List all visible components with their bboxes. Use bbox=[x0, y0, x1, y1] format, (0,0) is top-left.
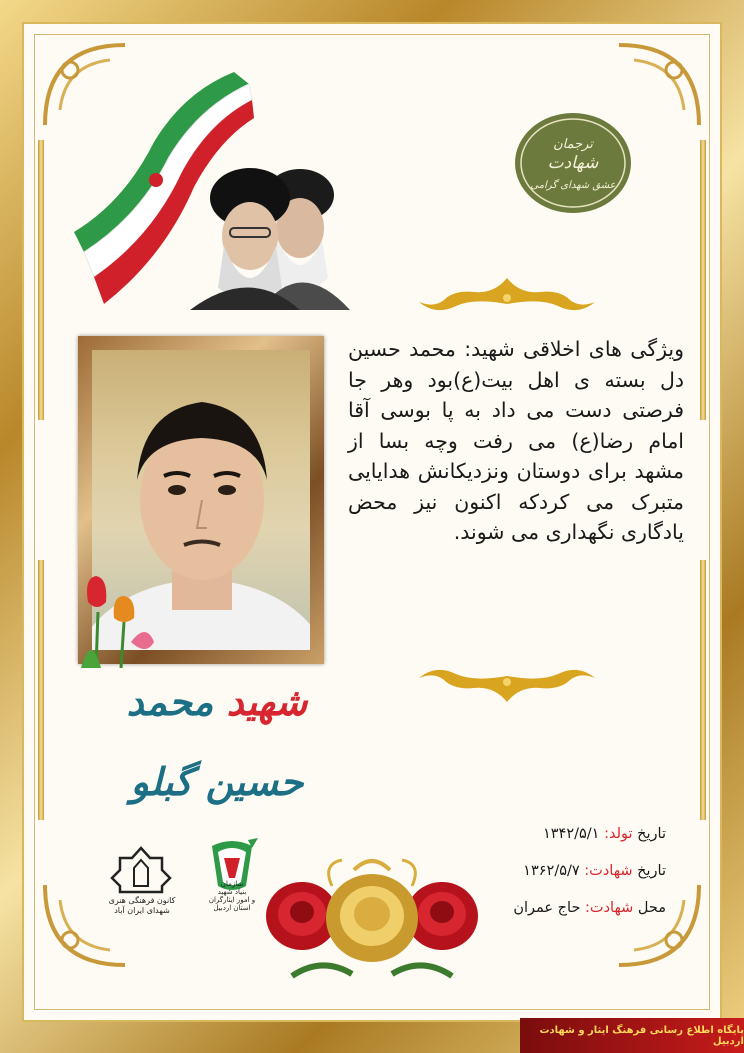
martyr-full-name: محمد حسین گبلو bbox=[126, 679, 304, 804]
ornament-divider-icon bbox=[414, 272, 600, 316]
place-label-a: محل bbox=[637, 900, 666, 916]
cultural-center-logo-icon bbox=[110, 846, 172, 894]
martyr-biography-text: ویژگی های اخلاقی شهید: محمد حسین دل بسته ی اهل بیت(ع)بود وهر جا فرصتی دست می داد به پا بوسی آقا امام رضا(ع) می رفت وچه بسا از مشهد برای دوستان ونزدیکانش هدایایی متبرک می کردکه اکنون نیز محض یادگاری نگهداری می شوند. bbox=[348, 337, 684, 544]
right-ornament-bar bbox=[700, 140, 706, 420]
birth-date-row bbox=[420, 826, 666, 842]
ornament-divider-icon bbox=[414, 664, 600, 708]
foundation-caption-line1: سازمان bbox=[220, 880, 244, 888]
martyrdom-place-value: حاج عمران bbox=[513, 900, 581, 916]
martyrdom-date-value: ۱۳۶۲/۵/۷ bbox=[523, 863, 580, 879]
left-ornament-bar bbox=[38, 560, 44, 820]
cultural-center-caption-line1: کانون فرهنگی هنری bbox=[108, 896, 176, 905]
martyr-name bbox=[72, 662, 362, 804]
place-label-b: شهادت: bbox=[585, 900, 634, 916]
martyrdom-label-b: شهادت: bbox=[584, 863, 633, 879]
seal-stamp-icon bbox=[512, 108, 634, 218]
cultural-center-caption bbox=[100, 896, 184, 916]
tulips-icon bbox=[76, 572, 156, 668]
footer-site-banner: پایگاه اطلاع رسانی فرهنگ ایثار و شهادت اردبیل bbox=[520, 1018, 744, 1053]
seal-line3: عشق شهدای گرامی bbox=[530, 180, 616, 191]
birth-date-value: ۱۳۴۲/۵/۱ bbox=[542, 826, 600, 842]
right-ornament-bar bbox=[700, 560, 706, 820]
cultural-center-caption-line2: شهدای ایران آباد bbox=[114, 906, 170, 915]
foundation-caption-line3: و امور ایثارگران bbox=[208, 896, 256, 904]
seal-line2: شهادت bbox=[547, 153, 599, 173]
martyrdom-label-a: تاریخ bbox=[637, 863, 666, 879]
foundation-caption-line2: بنیاد شهید bbox=[217, 888, 247, 896]
corner-ornament-icon bbox=[614, 880, 704, 970]
left-ornament-bar bbox=[38, 140, 44, 420]
birth-label-a: تاریخ bbox=[637, 826, 666, 842]
martyr-foundation-caption bbox=[196, 880, 268, 912]
foundation-caption-line4: استان اردبیل bbox=[213, 904, 251, 912]
photo-frame bbox=[78, 336, 324, 664]
martyr-title: شهید bbox=[226, 679, 308, 724]
roses-bouquet-icon bbox=[262, 856, 482, 986]
birth-label-b: تولد: bbox=[604, 826, 633, 842]
leaders-portrait bbox=[190, 160, 350, 310]
seal-line1: ترجمان bbox=[553, 137, 593, 152]
